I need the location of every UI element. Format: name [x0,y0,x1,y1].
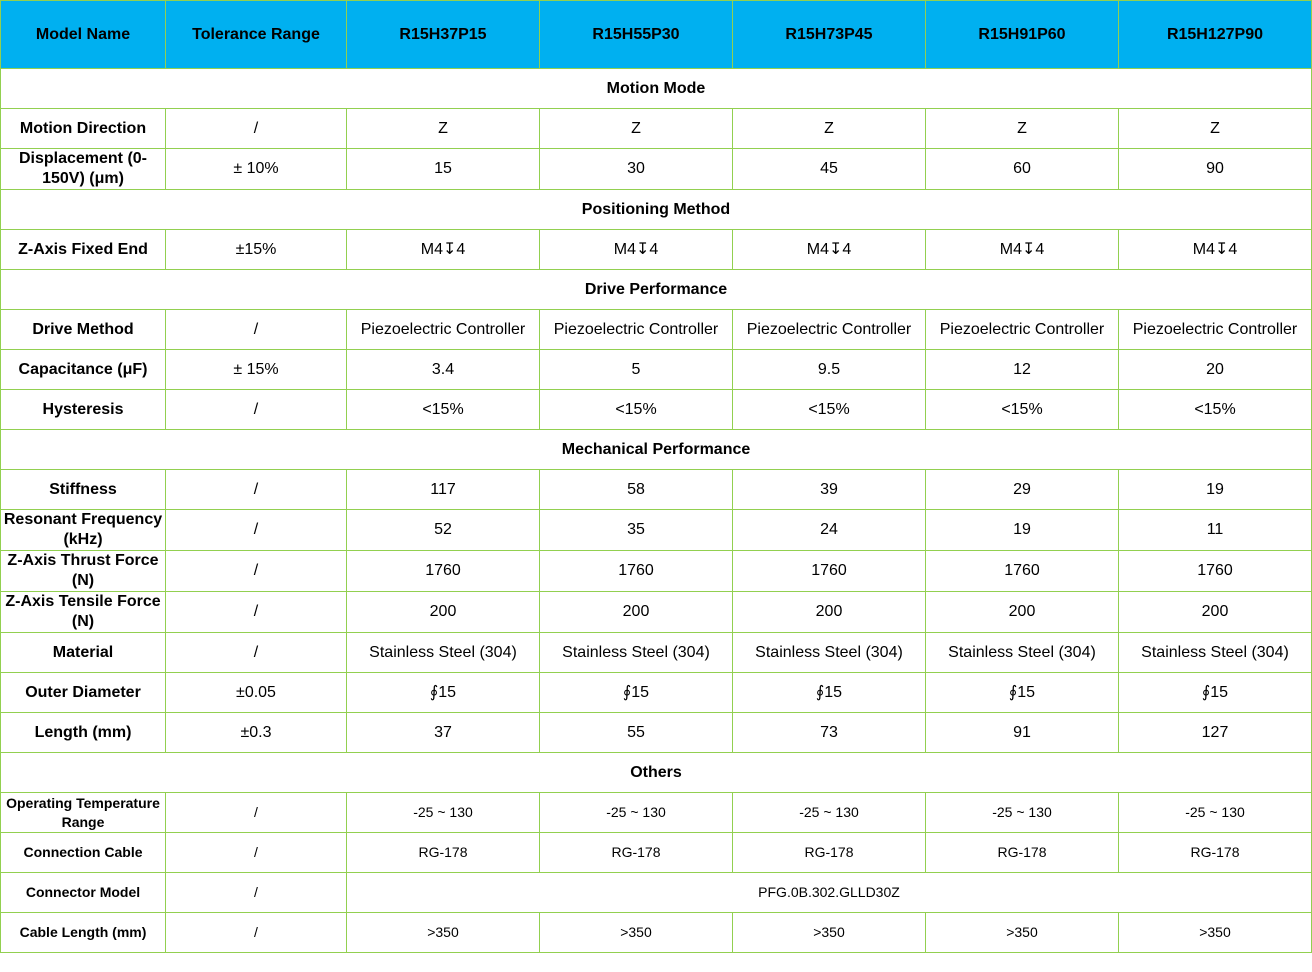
value-cell: 1760 [347,551,540,592]
row-label: Connector Model [1,873,166,913]
value-cell: RG-178 [733,833,926,873]
tolerance-cell: ± 10% [166,149,347,190]
header-cell: R15H127P90 [1119,1,1312,69]
value-cell: Z [926,109,1119,149]
tolerance-cell: / [166,833,347,873]
value-cell: Stainless Steel (304) [733,633,926,673]
value-cell: 15 [347,149,540,190]
value-cell: M4↧4 [540,230,733,270]
header-cell: R15H91P60 [926,1,1119,69]
value-cell: Piezoelectric Controller [540,310,733,350]
row-label: Capacitance (μF) [1,350,166,390]
value-cell: 55 [540,713,733,753]
row-label: Hysteresis [1,390,166,430]
value-cell: 117 [347,470,540,510]
tolerance-cell: / [166,793,347,833]
section-row [1,753,1312,793]
value-cell: <15% [926,390,1119,430]
row-label: Connection Cable [1,833,166,873]
tolerance-cell: / [166,633,347,673]
section-title: Positioning Method [1,190,1312,230]
value-cell: ∮15 [1119,673,1312,713]
row-label: Drive Method [1,310,166,350]
table-row [1,793,1312,833]
value-cell: Stainless Steel (304) [1119,633,1312,673]
tolerance-cell: ± 15% [166,350,347,390]
table-row [1,510,1312,551]
value-cell: 90 [1119,149,1312,190]
tolerance-cell: / [166,109,347,149]
value-cell: Z [1119,109,1312,149]
value-cell: 19 [926,510,1119,551]
section-row [1,430,1312,470]
value-cell: -25 ~ 130 [733,793,926,833]
row-label: Displacement (0-150V) (μm) [1,149,166,190]
value-cell: >350 [347,913,540,953]
value-cell: 1760 [733,551,926,592]
value-cell: Stainless Steel (304) [926,633,1119,673]
row-label: Stiffness [1,470,166,510]
tolerance-cell: / [166,390,347,430]
table-row [1,310,1312,350]
table-row [1,633,1312,673]
value-cell: Stainless Steel (304) [540,633,733,673]
value-cell: >350 [1119,913,1312,953]
tolerance-cell: ±0.3 [166,713,347,753]
value-cell: <15% [1119,390,1312,430]
table-row [1,149,1312,190]
value-cell: 1760 [540,551,733,592]
value-cell: 91 [926,713,1119,753]
table-row [1,592,1312,633]
value-cell: 1760 [1119,551,1312,592]
value-cell: Piezoelectric Controller [347,310,540,350]
value-cell: M4↧4 [347,230,540,270]
header-cell: R15H73P45 [733,1,926,69]
value-cell: 9.5 [733,350,926,390]
section-title: Others [1,753,1312,793]
section-row [1,69,1312,109]
value-cell: Piezoelectric Controller [733,310,926,350]
value-cell: -25 ~ 130 [347,793,540,833]
tolerance-cell: / [166,310,347,350]
value-cell: 60 [926,149,1119,190]
value-cell: 5 [540,350,733,390]
row-label: Z-Axis Tensile Force (N) [1,592,166,633]
value-cell: ∮15 [540,673,733,713]
header-cell: Model Name [1,1,166,69]
value-cell: -25 ~ 130 [926,793,1119,833]
section-title: Mechanical Performance [1,430,1312,470]
header-cell: Tolerance Range [166,1,347,69]
value-cell: 1760 [926,551,1119,592]
tolerance-cell: ±15% [166,230,347,270]
table-row [1,873,1312,913]
value-cell: Stainless Steel (304) [347,633,540,673]
value-cell: Z [347,109,540,149]
value-cell: 73 [733,713,926,753]
value-cell: 52 [347,510,540,551]
value-cell: RG-178 [926,833,1119,873]
table-row [1,470,1312,510]
table-row [1,913,1312,953]
row-label: Length (mm) [1,713,166,753]
value-cell: <15% [733,390,926,430]
table-row [1,390,1312,430]
tolerance-cell: ±0.05 [166,673,347,713]
value-cell: 20 [1119,350,1312,390]
merged-value-cell: PFG.0B.302.GLLD30Z [347,873,1312,913]
value-cell: RG-178 [347,833,540,873]
value-cell: RG-178 [1119,833,1312,873]
value-cell: Piezoelectric Controller [1119,310,1312,350]
table-row [1,230,1312,270]
value-cell: M4↧4 [926,230,1119,270]
tolerance-cell: / [166,551,347,592]
value-cell: -25 ~ 130 [1119,793,1312,833]
value-cell: 127 [1119,713,1312,753]
value-cell: 35 [540,510,733,551]
row-label: Cable Length (mm) [1,913,166,953]
value-cell: 12 [926,350,1119,390]
tolerance-cell: / [166,470,347,510]
value-cell: 29 [926,470,1119,510]
row-label: Z-Axis Fixed End [1,230,166,270]
value-cell: 19 [1119,470,1312,510]
value-cell: M4↧4 [1119,230,1312,270]
section-title: Drive Performance [1,270,1312,310]
table-row [1,833,1312,873]
value-cell: 200 [733,592,926,633]
section-row [1,190,1312,230]
value-cell: 11 [1119,510,1312,551]
tolerance-cell: / [166,873,347,913]
row-label: Resonant Frequency (kHz) [1,510,166,551]
row-label: Outer Diameter [1,673,166,713]
row-label: Motion Direction [1,109,166,149]
header-cell: R15H37P15 [347,1,540,69]
tolerance-cell: / [166,592,347,633]
section-row [1,270,1312,310]
row-label: Material [1,633,166,673]
value-cell: 37 [347,713,540,753]
table-row [1,109,1312,149]
value-cell: 3.4 [347,350,540,390]
table-row [1,551,1312,592]
table-row [1,713,1312,753]
value-cell: Z [733,109,926,149]
value-cell: 200 [540,592,733,633]
value-cell: 200 [926,592,1119,633]
row-label: Operating Temperature Range [1,793,166,833]
value-cell: 58 [540,470,733,510]
value-cell: ∮15 [926,673,1119,713]
value-cell: <15% [540,390,733,430]
value-cell: 39 [733,470,926,510]
row-label: Z-Axis Thrust Force (N) [1,551,166,592]
value-cell: Z [540,109,733,149]
value-cell: <15% [347,390,540,430]
value-cell: >350 [733,913,926,953]
tolerance-cell: / [166,510,347,551]
value-cell: M4↧4 [733,230,926,270]
value-cell: 45 [733,149,926,190]
value-cell: >350 [926,913,1119,953]
value-cell: 200 [1119,592,1312,633]
value-cell: ∮15 [347,673,540,713]
value-cell: 24 [733,510,926,551]
value-cell: RG-178 [540,833,733,873]
value-cell: ∮15 [733,673,926,713]
value-cell: Piezoelectric Controller [926,310,1119,350]
tolerance-cell: / [166,913,347,953]
value-cell: >350 [540,913,733,953]
table-row [1,350,1312,390]
header-cell: R15H55P30 [540,1,733,69]
value-cell: 200 [347,592,540,633]
value-cell: -25 ~ 130 [540,793,733,833]
header-row [1,1,1312,69]
table-row [1,673,1312,713]
section-title: Motion Mode [1,69,1312,109]
value-cell: 30 [540,149,733,190]
